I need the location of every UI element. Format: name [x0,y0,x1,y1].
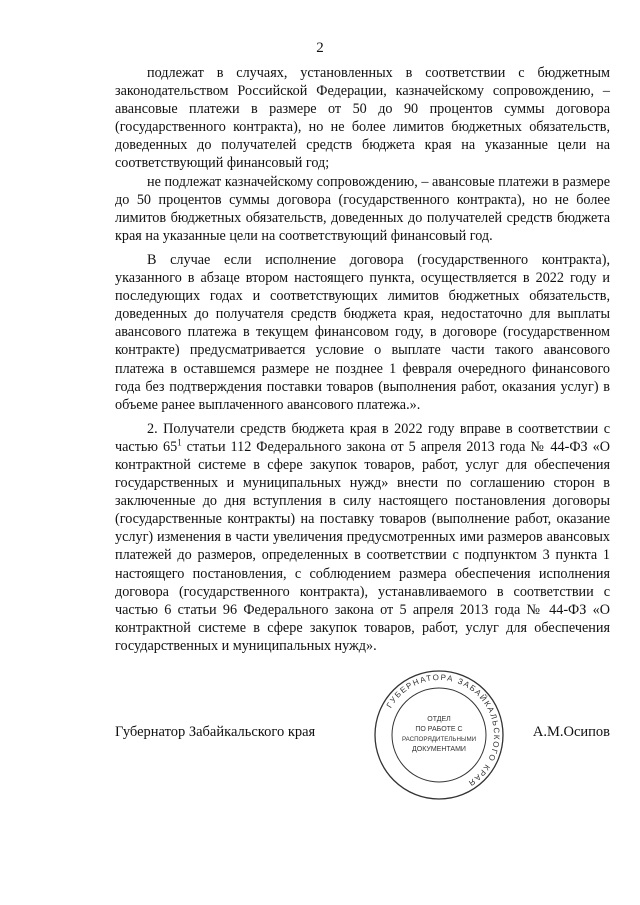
official-stamp [372,668,506,802]
paragraph-4-part2: статьи 112 Федерального закона от 5 апреля 2013 года № 44-ФЗ «О контрактной системе в сфере закупок товаров, работ, услуг для обеспечения государственных и муниципальных нужд» внести по соглашению сторон в заключенные до дня вступления в силу настоящего постановления договоры (государственные контракты) на поставку товаров (выполнение работ, оказание услуг) изменения в части увеличения предусмотренных ими размеров авансовых платежей до размеров, определенных в соответствии с подпунктом 3 пункта 1 настоящего постановления, с соблюдением размера обеспечения исполнения договора (государственного контракта), устанавливаемого в соответствии с частью 6 статьи 96 Федерального закона от 5 апреля 2013 года № 44-ФЗ «О контрактной системе в сфере закупок товаров, работ, услуг для обеспечения государственных и муниципальных нужд». [115,438,610,654]
document-body [115,64,610,655]
stamp-line-2: ПО РАБОТЕ С [415,726,463,733]
paragraph-4-part1: 2. Получатели средств бюджета края в 2022 году вправе в соответствии с частью 65 [115,420,610,455]
signatory-name: А.М.Осипов [532,724,610,740]
stamp-outer-text: ГУБЕРНАТОРА ЗАБАЙКАЛЬСКОГО КРАЯ [384,672,502,789]
stamp-line-4: ДОКУМЕНТАМИ [412,746,466,753]
paragraph-2: не подлежат казначейскому сопровождению, – авансовые платежи в размере до 50 процентов суммы договора (государственного контракта), но не более лимитов бюджетных обязательств, доведенных до получателей средств бюджета края на указанные цели на соответствующий финансовый год. [115,173,610,244]
superscript: 1 [177,437,182,448]
stamp-outer-ring [375,671,503,799]
paragraph-4 [115,420,610,655]
signatory-title: Губернатор Забайкальского края [115,724,316,740]
stamp-line-1: ОТДЕЛ [427,716,451,723]
page-number: 2 [316,40,324,56]
stamp-inner-ring [392,688,486,782]
paragraph-3: В случае если исполнение договора (государственного контракта), указанного в абзаце втором настоящего пункта, осуществляется в 2022 году и последующих годах и соответствующих лимитов бюджетных обязательств, доведенных до получателя средств бюджета края, недостаточно для выплаты авансового платежа в текущем финансовом году, в договоре (государственном контракте) предусматривается условие о выплате части такого авансового платежа в оставшемся размере не позднее 1 февраля очередного финансового года без подтверждения поставки товаров (выполнения работ, оказания услуг) в объеме ранее выплаченного авансового платежа.». [115,251,610,413]
stamp-line-3: РАСПОРЯДИТЕЛЬНЫМИ [401,736,477,743]
paragraph-1: подлежат в случаях, установленных в соответствии с бюджетным законодательством Российской Федерации, казначейскому сопровождению, – авансовые платежи в размере от 50 до 90 процентов суммы договора (государственного контракта), но не более лимитов бюджетных обязательств, доведенных до получателей средств бюджета края на указанные цели на соответствующий финансовый год; [115,65,610,172]
